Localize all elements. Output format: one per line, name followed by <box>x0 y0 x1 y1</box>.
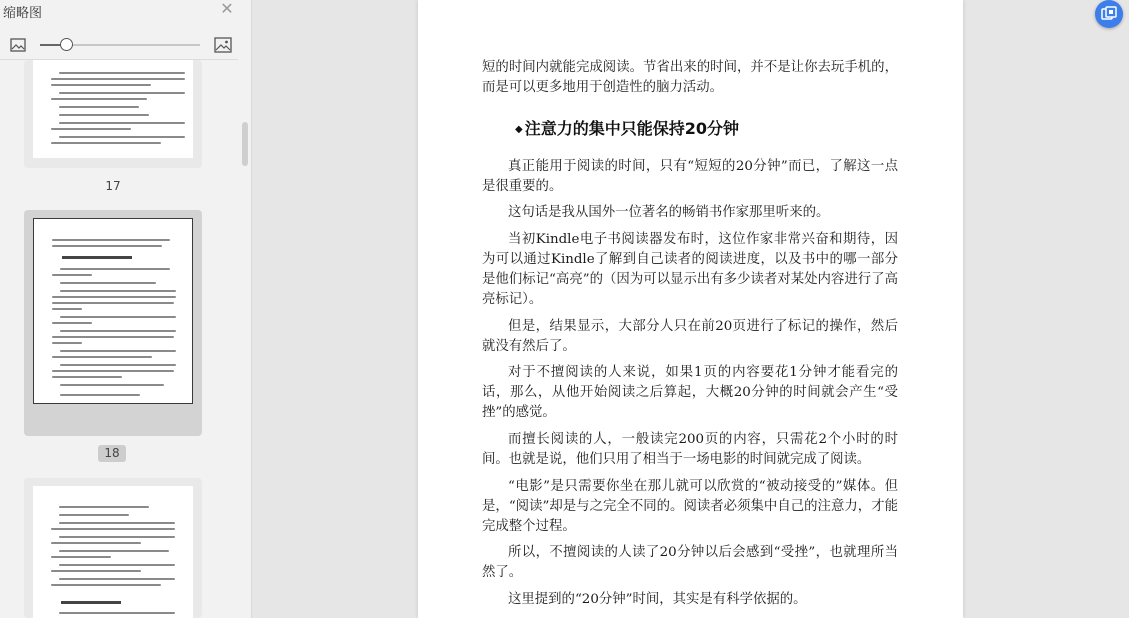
paragraph: 短的时间内就能完成阅读。节省出来的时间，并不是让你去玩手机的，而是可以更多地用于创造性的脑力活动。 <box>482 60 898 95</box>
app-switch-button[interactable] <box>1095 0 1123 28</box>
paragraph: 但是，结果显示，大部分人只在前20页进行了标记的操作，然后就没有然后了。 <box>482 319 898 354</box>
paragraph: 这句话是我从国外一位著名的畅销书作家那里听来的。 <box>508 205 830 220</box>
thumbnail-page-17[interactable] <box>24 60 202 168</box>
thumbnail-panel <box>0 0 252 618</box>
paragraph: 对于不擅阅读的人来说，如果1页的内容要花1分钟才能看完的话，那么，从他开始阅读之后算起，大概20分钟的时间就会产生“受挫”的感觉。 <box>482 365 898 420</box>
image-large-icon[interactable] <box>214 37 232 53</box>
thumbnail-page-18[interactable] <box>24 210 202 436</box>
thumbnail-image <box>33 60 193 158</box>
diamond-bullet-icon: ◆ <box>515 124 523 135</box>
thumbnail-image <box>33 486 193 618</box>
section-heading-text: 注意力的集中只能保持20分钟 <box>524 119 739 138</box>
paragraph: 而擅长阅读的人，一般读完200页的内容，只需花2个小时的时间。也就是说，他们只用了相当于一场电影的时间就完成了阅读。 <box>482 432 898 467</box>
paragraph: 真正能用于阅读的时间，只有“短短的20分钟”而已，了解这一点是很重要的。 <box>482 159 898 194</box>
panel-title: 缩略图 <box>3 6 43 21</box>
paragraph: 这里提到的“20分钟”时间，其实是有科学依据的。 <box>508 592 807 607</box>
section-heading <box>515 116 739 139</box>
document-page <box>418 0 963 618</box>
paragraph: “电影”是只需要你坐在那儿就可以欣赏的“被动接受的”媒体。但是，“阅读”却是与之完全不同的。阅读者必须集中自己的注意力，才能完成整个过程。 <box>482 479 898 534</box>
paragraph: 当初Kindle电子书阅读器发布时，这位作家非常兴奋和期待，因为可以通过Kindle了解到自己读者的阅读进度，以及书中的哪一部分是他们标记“高亮”的（因为可以显示出有多少读者对某处内容进行了高亮标记）。 <box>482 232 898 307</box>
panel-scrollbar[interactable] <box>242 122 248 166</box>
thumbnail-page-19[interactable] <box>24 478 202 618</box>
zoom-slider-handle[interactable] <box>60 38 73 51</box>
thumbnail-image <box>33 218 193 404</box>
paragraph: 所以，不擅阅读的人读了20分钟以后会感到“受挫”，也就理所当然了。 <box>482 545 898 580</box>
close-icon[interactable]: ✕ <box>220 0 234 18</box>
app-switch-icon <box>1101 6 1117 22</box>
thumbnail-page-number: 18 <box>98 445 126 462</box>
image-small-icon[interactable] <box>10 38 26 52</box>
thumbnail-page-number: 17 <box>105 179 121 193</box>
